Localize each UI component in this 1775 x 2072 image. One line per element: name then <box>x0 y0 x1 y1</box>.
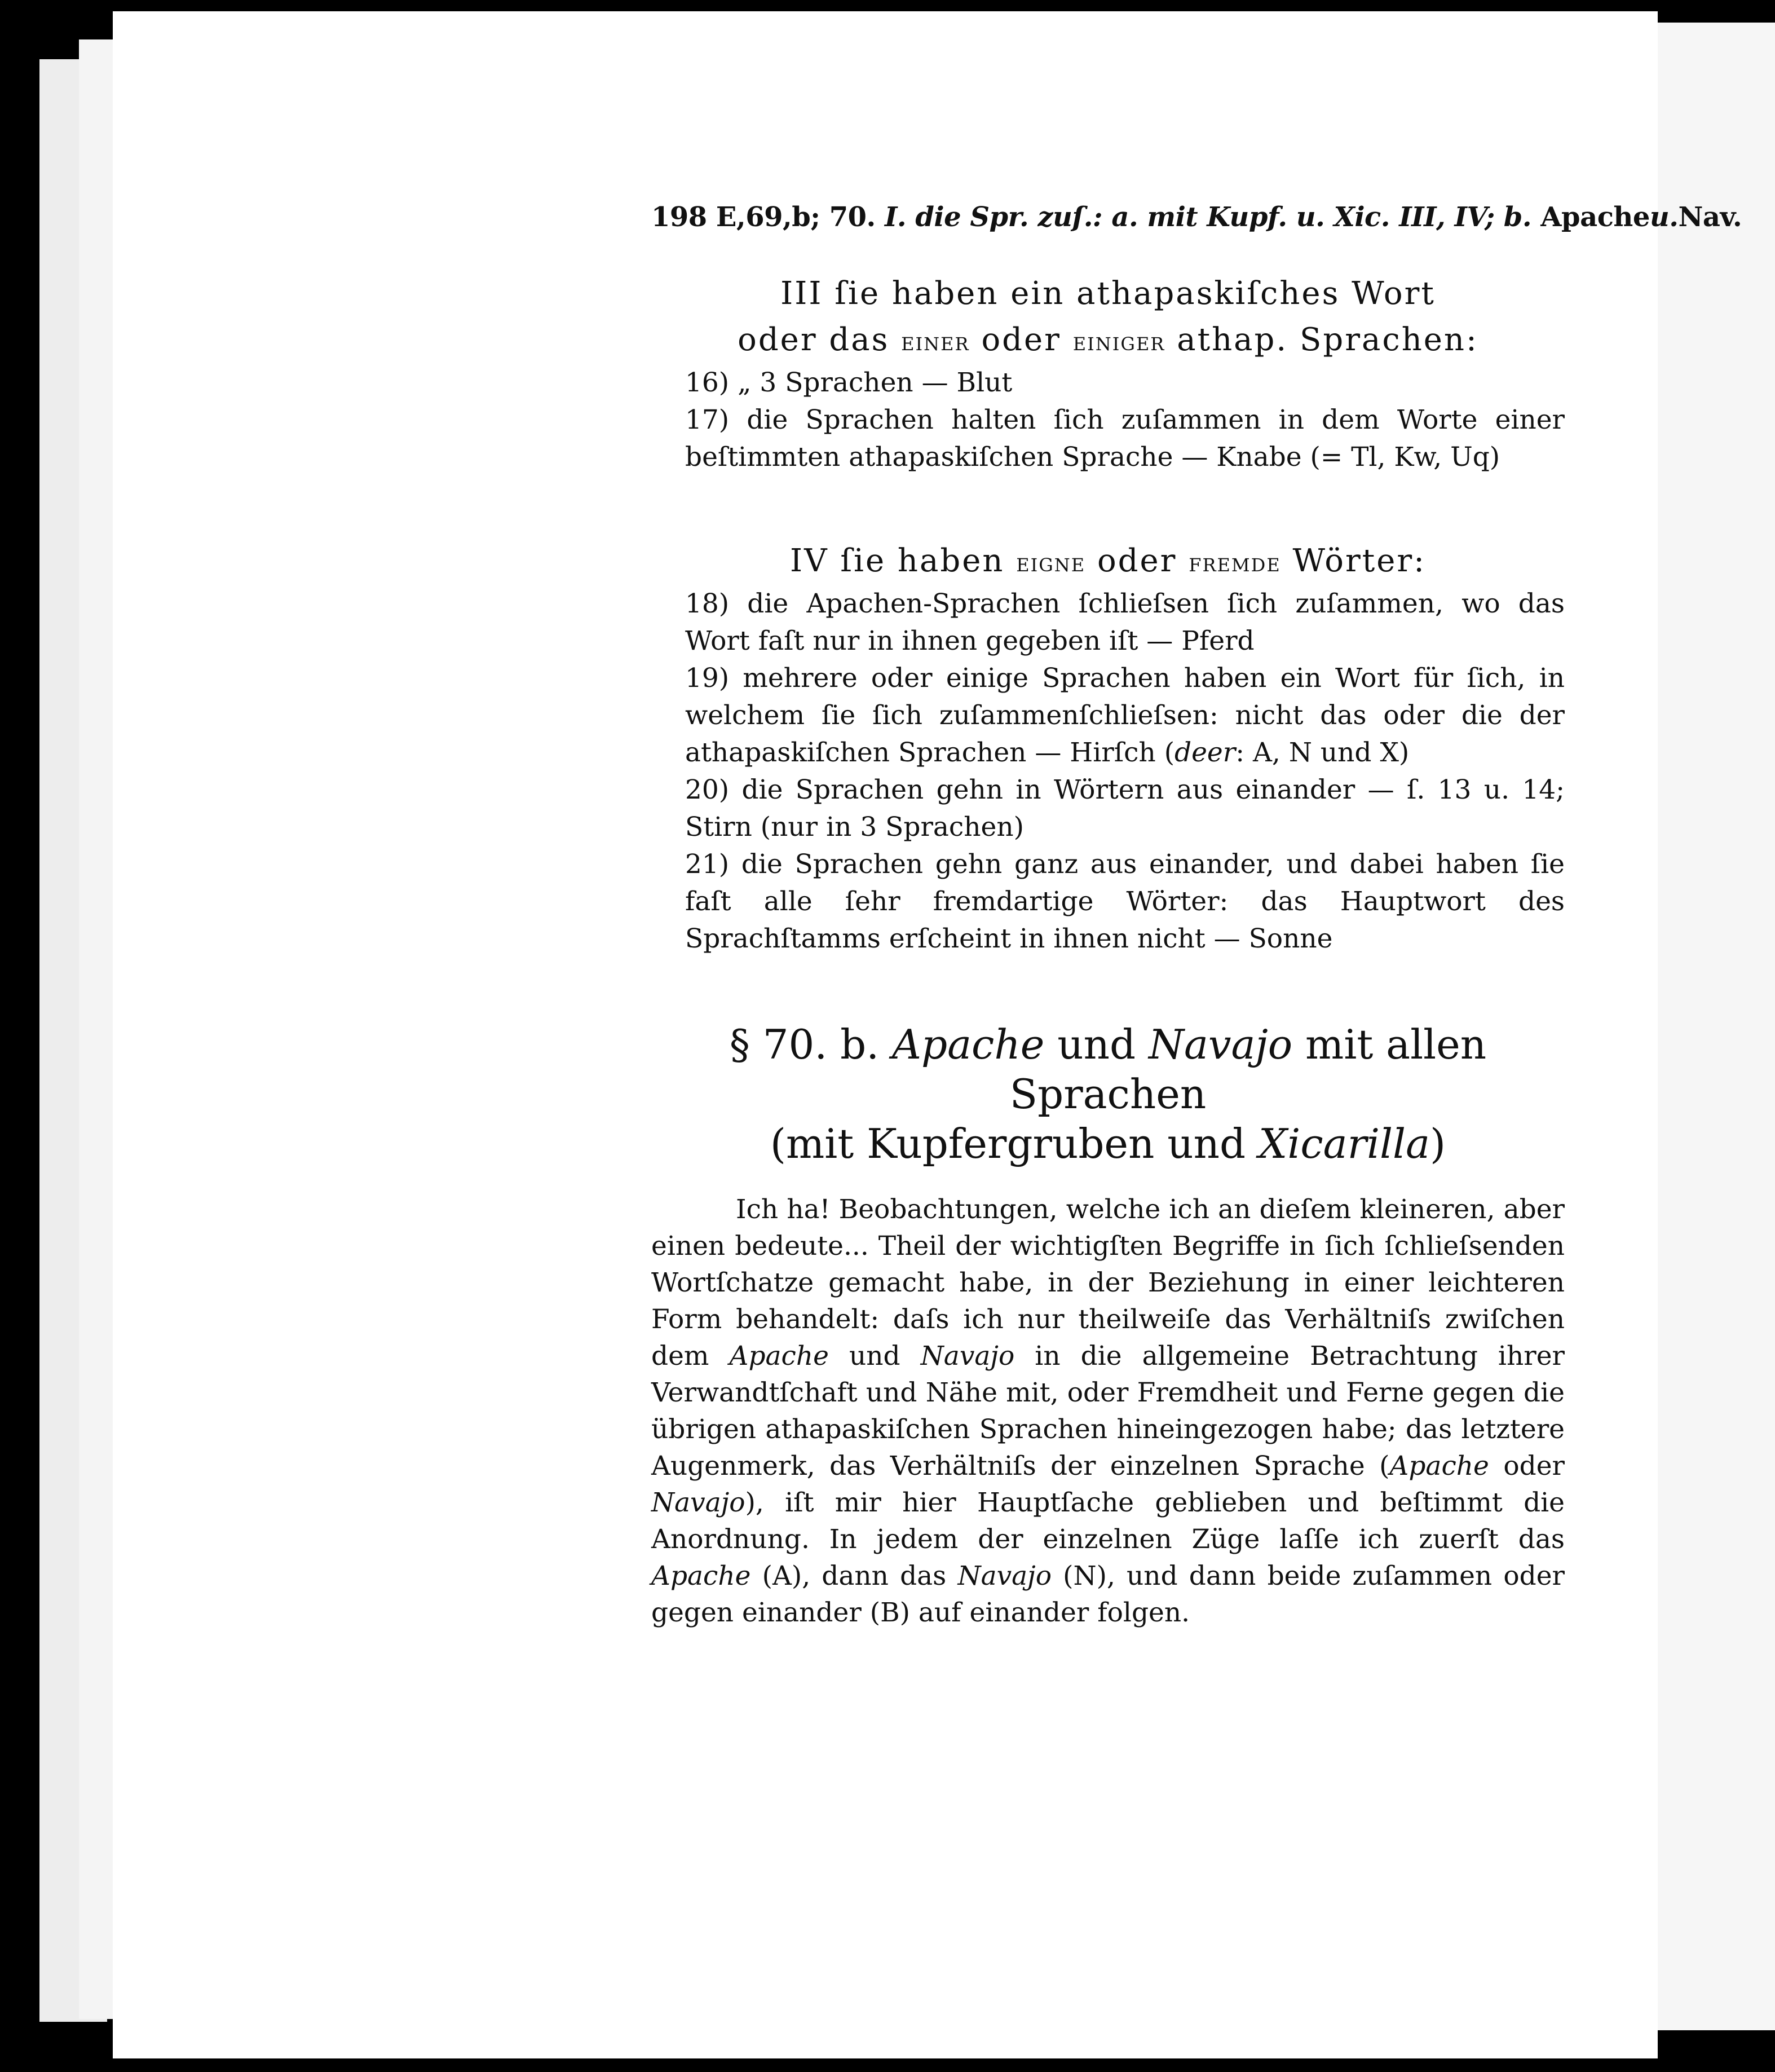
group-four-heading <box>651 538 1565 585</box>
para-text: in die allgemeine Betrachtung ihrer Verwandtſchaft und Nähe mit, oder Fremdheit und Ferne gegen die übrigen athapaskiſchen Sprachen hineingezogen habe; das letztere Augenmerk, das Verhältniſs der einzelnen Sprache ( <box>651 1341 1565 1482</box>
entry-18: 18) die Apachen-Sprachen ſchlieſsen ſich zuſammen, wo das Wort faſt nur in ihnen gegeben iſt — Pferd <box>685 588 1565 656</box>
running-head-u: u. <box>1649 201 1679 233</box>
para-italic: Navajo <box>957 1560 1052 1592</box>
para-text: und <box>849 1341 900 1372</box>
running-head-apache: Apache <box>1540 201 1650 233</box>
heading-italic: Xicarilla <box>1259 1120 1430 1167</box>
heading-text: IV ſie haben <box>789 543 1005 579</box>
heading-smallcaps: eigne <box>1016 547 1086 577</box>
para-italic: Apache <box>651 1560 751 1592</box>
section-70-paragraph <box>651 1191 1565 1631</box>
running-head <box>651 197 1742 237</box>
para-text: ), iſt mir hier Hauptſache geblieben und beſtimmt die Anordnung. In jedem der einzelnen Züge laſſe ich zuerſt das <box>651 1487 1565 1555</box>
para-text: (A), dann das <box>762 1560 947 1592</box>
entry-19 <box>651 660 1565 772</box>
text-block <box>651 197 1742 1631</box>
heading-italic: Navajo <box>1148 1021 1293 1068</box>
adjacent-page-edge <box>1649 23 1775 2030</box>
entry-20: 20) die Sprachen gehn in Wörtern aus einander — ſ. 13 u. 14; Stirn (nur in 3 Sprachen) <box>685 774 1565 843</box>
entry-16: 16) „ 3 Sprachen — Blut <box>685 367 1013 398</box>
heading-smallcaps: fremde <box>1189 547 1281 577</box>
group-three-heading-line2 <box>651 317 1565 364</box>
heading-italic: Apache <box>892 1021 1045 1068</box>
heading-text: oder <box>981 321 1061 358</box>
heading-text: athap. Sprachen: <box>1177 321 1478 358</box>
heading-text: oder <box>1097 543 1177 579</box>
group-three-heading-line1: III ſie haben ein athapaskiſches Wort <box>780 275 1436 312</box>
running-head-b: b. <box>1503 201 1532 233</box>
running-head-page-refs: 198 E,69,b; 70. <box>651 201 876 233</box>
entry-text: 19) mehrere oder einige Sprachen haben ein Wort für ſich, in welchem ſie ſich zuſammenſchlieſsen: nicht das oder die der athapaskiſchen Sprachen — Hirſch ( <box>685 663 1565 768</box>
entry-text: : A, N und X) <box>1235 737 1410 768</box>
heading-smallcaps: einer <box>901 326 970 356</box>
para-italic: Apache <box>1389 1451 1489 1482</box>
entry-italic: deer <box>1174 737 1236 768</box>
section-heading-line2 <box>651 1119 1565 1169</box>
book-page <box>113 11 1742 2058</box>
section-70-heading <box>651 1020 1565 1169</box>
heading-text: Wörter: <box>1292 543 1427 579</box>
para-italic: Navajo <box>651 1487 745 1518</box>
para-text: oder <box>1503 1451 1565 1482</box>
heading-text: oder das <box>738 321 890 358</box>
heading-text: und <box>1057 1021 1136 1068</box>
para-text: Ich ha! Beobachtungen, welche ich an dieſem kleineren, aber einen bedeute... Theil der wichtigſten Begriffe in ſich ſchlieſsenden Wortſchatze gemacht habe, in der Beziehung in einer leichteren Form behandelt: daſs ich nur theilweiſe das Verhältniſs zwiſchen dem <box>651 1194 1565 1372</box>
running-head-italic: I. die Spr. zuſ.: a. mit Kupf. u. Xic. III, IV; <box>884 201 1495 233</box>
spacer <box>651 476 1565 538</box>
section-heading-line1 <box>651 1020 1565 1119</box>
entry-17: 17) die Sprachen halten ſich zuſammen in dem Worte einer beſtimmten athapaskiſchen Sprache — Knabe (= Tl, Kw, Uq) <box>685 404 1565 473</box>
heading-text: ) <box>1430 1120 1446 1167</box>
heading-text: mit allen Sprachen <box>1009 1021 1487 1118</box>
entry-21: 21) die Sprachen gehn ganz aus einander, und dabei haben ſie faſt alle ſehr fremdartige Wörter: das Hauptwort des Sprachſtamms erſcheint in ihnen nicht — Sonne <box>685 849 1565 954</box>
para-text: (N), und dann beide zuſammen oder gegen einander (B) auf einander folgen. <box>651 1560 1565 1628</box>
heading-text: § 70. b. <box>729 1021 880 1068</box>
spacer <box>651 958 1565 1020</box>
heading-text: (mit Kupfergruben und <box>770 1120 1246 1167</box>
para-italic: Apache <box>729 1341 829 1372</box>
running-head-nav: Nav. <box>1678 201 1742 233</box>
para-italic: Navajo <box>920 1341 1015 1372</box>
heading-smallcaps: einiger <box>1072 326 1165 356</box>
